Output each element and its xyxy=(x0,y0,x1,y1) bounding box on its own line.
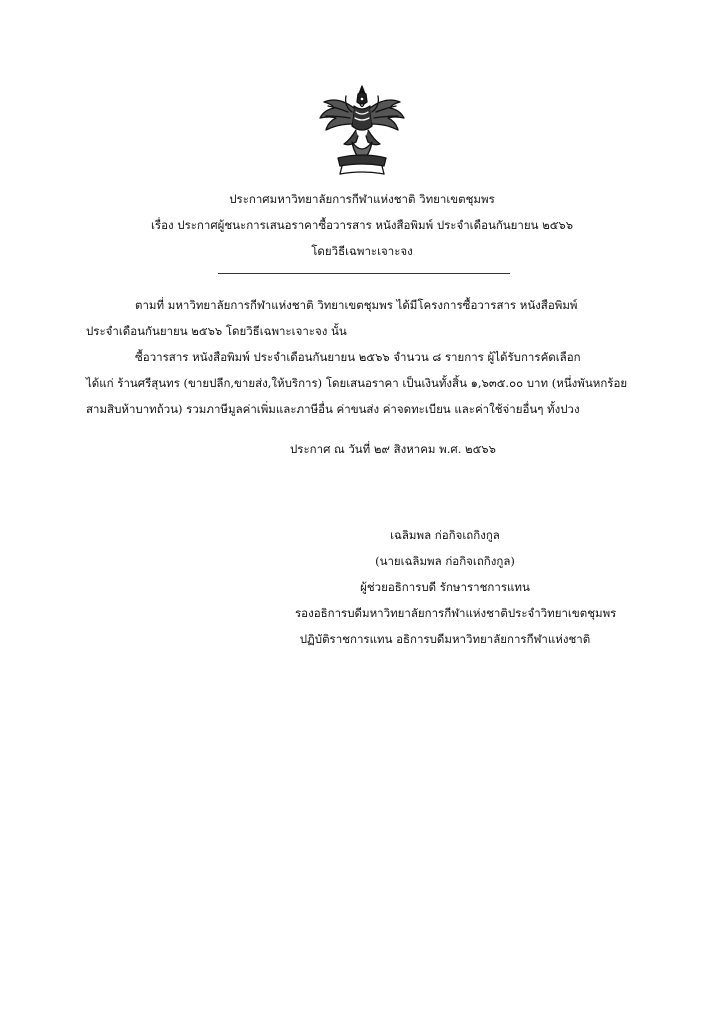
signer-position-1: ผู้ช่วยอธิการบดี รักษาราชการแทน xyxy=(360,580,530,594)
procurement-method: โดยวิธีเฉพาะเจาะจง xyxy=(311,244,413,258)
garuda-emblem-icon xyxy=(314,82,410,178)
paragraph-1-line-2: ประจำเดือนกันยายน ๒๕๖๖ โดยวิธีเฉพาะเจาะจง นั้น xyxy=(86,324,347,338)
divider-line xyxy=(218,273,510,274)
paragraph-2-line-3: สามสิบห้าบาทถ้วน) รวมภาษีมูลค่าเพิ่มและภาษีอื่น ค่าขนส่ง ค่าจดทะเบียน และค่าใช้จ่ายอื่นๆ ทั้งปวง xyxy=(86,402,580,416)
signer-position-2: รองอธิการบดีมหาวิทยาลัยการกีฬาแห่งชาติประจำวิทยาเขตชุมพร xyxy=(295,606,617,620)
paragraph-2-line-2: ได้แก่ ร้านศรีสุนทร (ขายปลีก,ขายส่ง,ให้บริการ) โดยเสนอราคา เป็นเงินทั้งสิ้น ๑,๖๓๕.๐๐ บาท (หนึ่งพันหกร้อย xyxy=(86,376,628,390)
printed-name: (นายเฉลิมพล ก่อกิจเถกิงกูล) xyxy=(375,554,515,568)
announcement-title: ประกาศมหาวิทยาลัยการกีฬาแห่งชาติ วิทยาเขตชุมพร xyxy=(229,192,495,206)
signer-position-3: ปฏิบัติราชการแทน อธิการบดีมหาวิทยาลัยการกีฬาแห่งชาติ xyxy=(299,632,591,646)
signed-name: เฉลิมพล ก่อกิจเถกิงกูล xyxy=(390,528,500,542)
announcement-subject: เรื่อง ประกาศผู้ชนะการเสนอราคาซื้อวารสาร หนังสือพิมพ์ ประจำเดือนกันยายน ๒๕๖๖ xyxy=(150,218,573,232)
announcement-date: ประกาศ ณ วันที่ ๒๙ สิงหาคม พ.ศ. ๒๕๖๖ xyxy=(290,442,496,456)
paragraph-1-line-1: ตามที่ มหาวิทยาลัยการกีฬาแห่งชาติ วิทยาเขตชุมพร ได้มีโครงการซื้อวารสาร หนังสือพิมพ์ xyxy=(135,298,578,312)
paragraph-2-line-1: ซื้อวารสาร หนังสือพิมพ์ ประจำเดือนกันยายน ๒๕๖๖ จำนวน ๘ รายการ ผู้ได้รับการคัดเลือก xyxy=(135,350,581,364)
